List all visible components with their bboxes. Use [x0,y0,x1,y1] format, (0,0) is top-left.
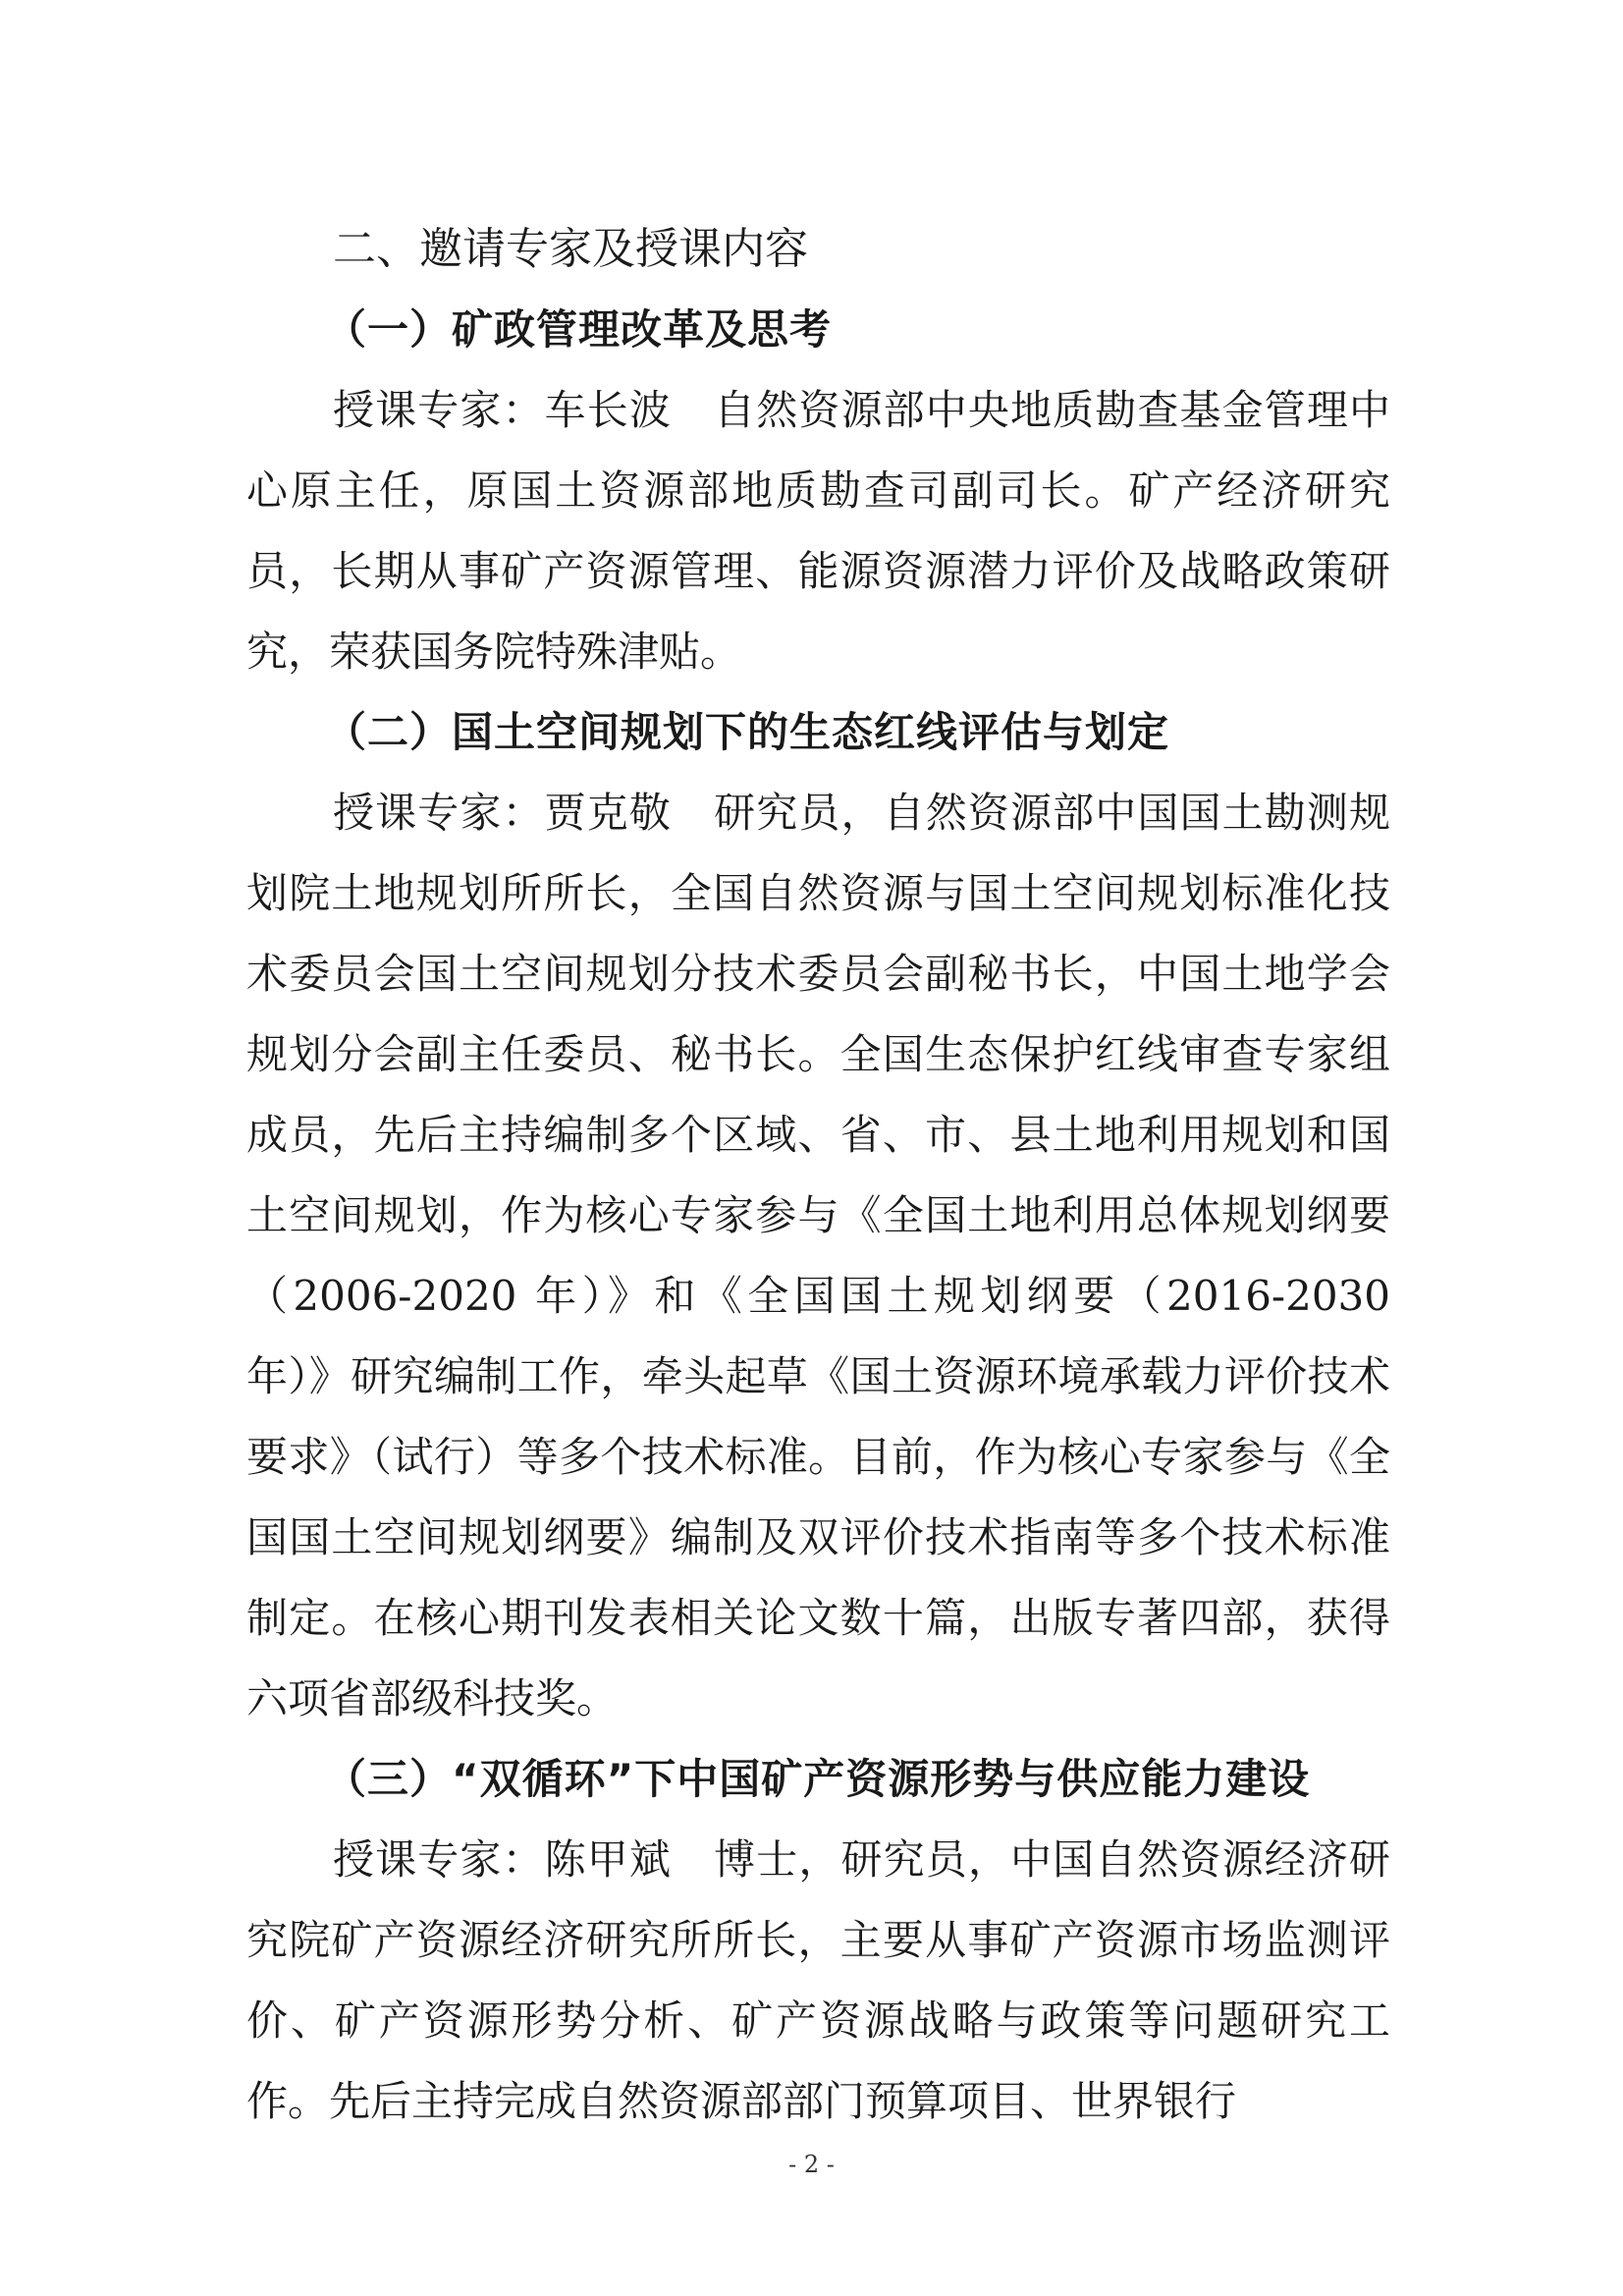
topic-2-expert-bio: 授课专家：贾克敬 研究员，自然资源部中国国土勘测规划院土地规划所所长，全国自然资源与国土空间规划标准化技术委员会国土空间规划分技术委员会副秘书长，中国土地学会规划分会副主任委员、秘书长。全国生态保护红线审查专家组成员，先后主持编制多个区域、省、市、县土地利用规划和国土空间规划，作为核心专家参与《全国土地利用总体规划纲要（2006-2020 年）》和《全国国土规划纲要（2016-2030 年）》研究编制工作，牵头起草《国土资源环境承载力评价技术要求》（试行）等多个技术标准。目前，作为核心专家参与《全国国土空间规划纲要》编制及双评价技术指南等多个技术标准制定。在核心期刊发表相关论文数十篇，出版专著四部，获得六项省部级科技奖。 [246,789,1390,1722]
page-number: - 2 - [788,2151,835,2178]
topic-2-heading: （二）国土空间规划下的生态红线评估与划定 [325,708,1170,756]
topic-1-expert-bio: 授课专家：车长波 自然资源部中央地质勘查基金管理中心原主任，原国土资源部地质勘查司副司长。矿产经济研究员，长期从事矿产资源管理、能源资源潜力评价及战略政策研究，荣获国务院特殊津贴。 [246,386,1390,676]
topic-1-heading: （一）矿政管理改革及思考 [325,305,833,354]
document-body [246,209,1390,2142]
section-heading: 二、邀请专家及授课内容 [333,224,808,274]
topic-3-heading: （三）“双循环”下中国矿产资源形势与供应能力建设 [325,1755,1311,1803]
topic-3-expert-bio: 授课专家：陈甲斌 博士，研究员，中国自然资源经济研究院矿产资源经济研究所所长，主要从事矿产资源市场监测评价、矿产资源形势分析、矿产资源战略与政策等问题研究工作。先后主持完成自然资源部部门预算项目、世界银行 [246,1835,1390,2125]
